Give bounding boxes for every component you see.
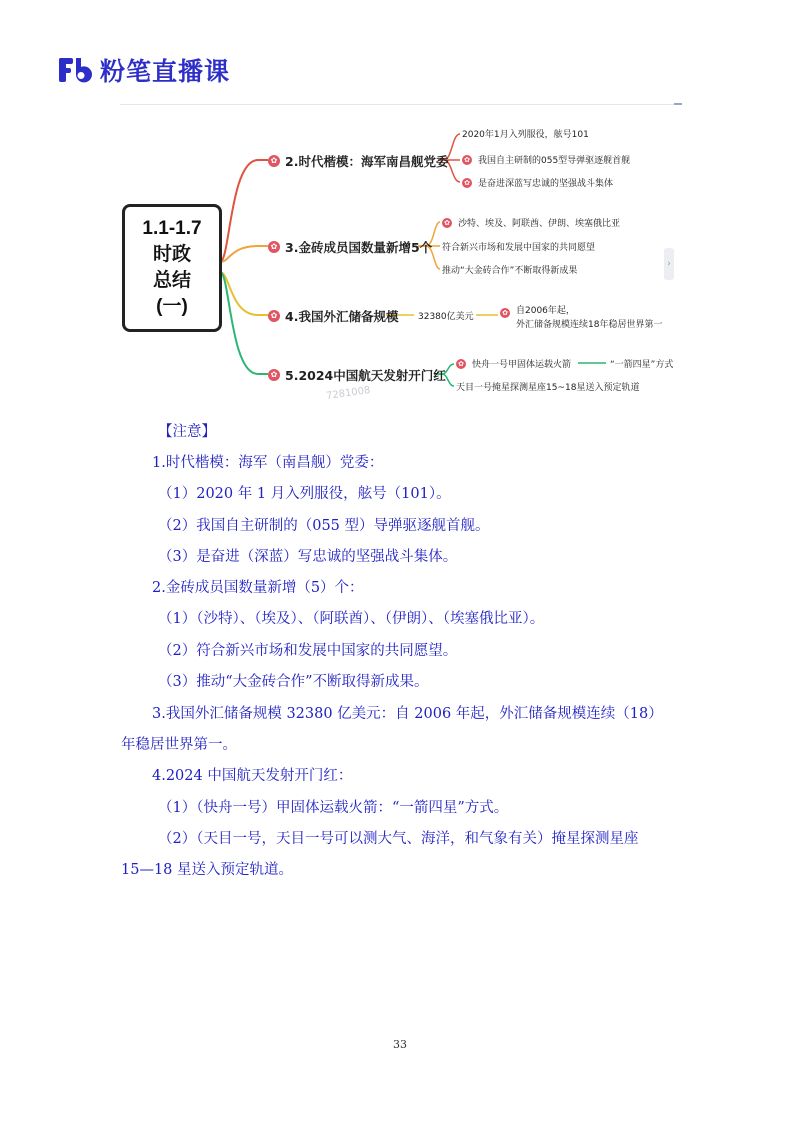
- leaf-text: 是奋进深蓝写忠诚的坚强战斗集体: [478, 179, 614, 189]
- page-number: 33: [393, 1038, 407, 1051]
- note-line: （1）（沙特）、（埃及）、（阿联酋）、（伊朗）、（埃塞俄比亚）。: [158, 611, 545, 627]
- root-line: (一): [156, 296, 188, 317]
- note-line: （3）推动“大金砖合作”不断取得新成果。: [158, 674, 429, 690]
- branch-4: [268, 307, 398, 325]
- branch-5: [268, 366, 446, 384]
- branch-label: 2.时代楷模：海军南昌舰党委: [285, 154, 449, 169]
- note-line: 2.金砖成员国数量新增（5）个：: [152, 580, 364, 596]
- watermark: 7281008: [325, 384, 372, 403]
- star-icon: ✿: [268, 155, 280, 167]
- leaf: [442, 263, 577, 276]
- leaf: [456, 357, 571, 370]
- note-line: （2）我国自主研制的（055 型）导弹驱逐舰首舰。: [158, 518, 490, 534]
- star-icon: ✿: [442, 218, 452, 228]
- divider-tick: [674, 103, 682, 105]
- leaf-text: 外汇储备规模连续18年稳居世界第一: [516, 320, 663, 330]
- leaf-text: 我国自主研制的055型导弹驱逐舰首舰: [478, 156, 631, 166]
- leaf: [462, 127, 589, 140]
- leaf-text: 自2006年起，: [516, 306, 575, 316]
- leaf-text: 符合新兴市场和发展中国家的共同愿望: [442, 243, 596, 253]
- star-icon: ✿: [456, 359, 466, 369]
- note-line: （2）符合新兴市场和发展中国家的共同愿望。: [158, 643, 458, 659]
- leaf-text: 2020年1月入列服役，舷号101: [462, 130, 589, 140]
- leaf: [456, 380, 639, 393]
- star-icon: ✿: [500, 308, 510, 318]
- brand-logo: [58, 52, 230, 88]
- star-icon: ✿: [462, 155, 472, 165]
- branch-3: [268, 238, 432, 256]
- star-icon: ✿: [268, 369, 280, 381]
- branch-label: 4.我国外汇储备规模: [285, 309, 399, 324]
- root-line: 时政: [152, 244, 191, 265]
- notes-heading: 【注意】: [158, 424, 216, 440]
- logo-text: 粉笔直播课: [100, 57, 231, 86]
- leaf-text: 快舟一号甲固体运载火箭: [472, 360, 572, 370]
- branch-label: 5.2024中国航天发射开门红: [285, 368, 446, 383]
- leaf: [516, 303, 575, 316]
- note-line: 年稳居世界第一。: [121, 737, 237, 753]
- note-line: （1）2020 年 1 月入列服役，舷号（101）。: [158, 486, 451, 502]
- star-icon: ✿: [268, 310, 280, 322]
- note-line: （2）（天目一号，天目一号可以测大气、海洋，和气象有关）掩星探测星座: [158, 831, 639, 847]
- mindmap: [118, 112, 688, 402]
- fb-logo-icon: [58, 55, 92, 85]
- leaf: [442, 216, 620, 229]
- header-divider: [120, 104, 680, 105]
- star-icon: ✿: [268, 241, 280, 253]
- star-icon: ✿: [462, 178, 472, 188]
- note-line: 1.时代楷模：海军（南昌舰）党委：: [152, 455, 384, 471]
- note-line: 15—18 星送入预定轨道。: [121, 862, 294, 878]
- svg-text:Fb: Fb: [58, 55, 60, 56]
- chevron-right-icon[interactable]: ›: [664, 248, 674, 280]
- note-line: （1）（快舟一号）甲固体运载火箭：“一箭四星”方式。: [158, 800, 509, 816]
- leaf: [462, 176, 613, 189]
- leaf: [462, 153, 630, 166]
- mindmap-root: [122, 204, 222, 332]
- leaf: [418, 309, 474, 322]
- leaf-text: “一箭四星”方式: [610, 360, 674, 370]
- leaf-text: 天目一号掩星探测星座15~18星送入预定轨道: [456, 383, 640, 393]
- note-line: （3）是奋进（深蓝）写忠诚的坚强战斗集体。: [158, 549, 458, 565]
- leaf: [500, 308, 516, 318]
- note-line: 4.2024 中国航天发射开门红：: [152, 768, 353, 784]
- leaf-text: 推动“大金砖合作”不断取得新成果: [442, 266, 578, 276]
- root-line: 总结: [152, 270, 191, 291]
- root-line: 1.1-1.7: [142, 218, 202, 239]
- leaf-text: 沙特、埃及、阿联酋、伊朗、埃塞俄比亚: [458, 219, 621, 229]
- leaf: [442, 240, 595, 253]
- leaf: [516, 317, 662, 330]
- branch-label: 3.金砖成员国数量新增5个: [285, 240, 433, 255]
- note-line: 3.我国外汇储备规模 32380 亿美元：自 2006 年起，外汇储备规模连续（18）: [152, 706, 663, 722]
- leaf-text: 32380亿美元: [418, 312, 474, 322]
- branch-2: [268, 152, 448, 170]
- leaf: [610, 357, 673, 370]
